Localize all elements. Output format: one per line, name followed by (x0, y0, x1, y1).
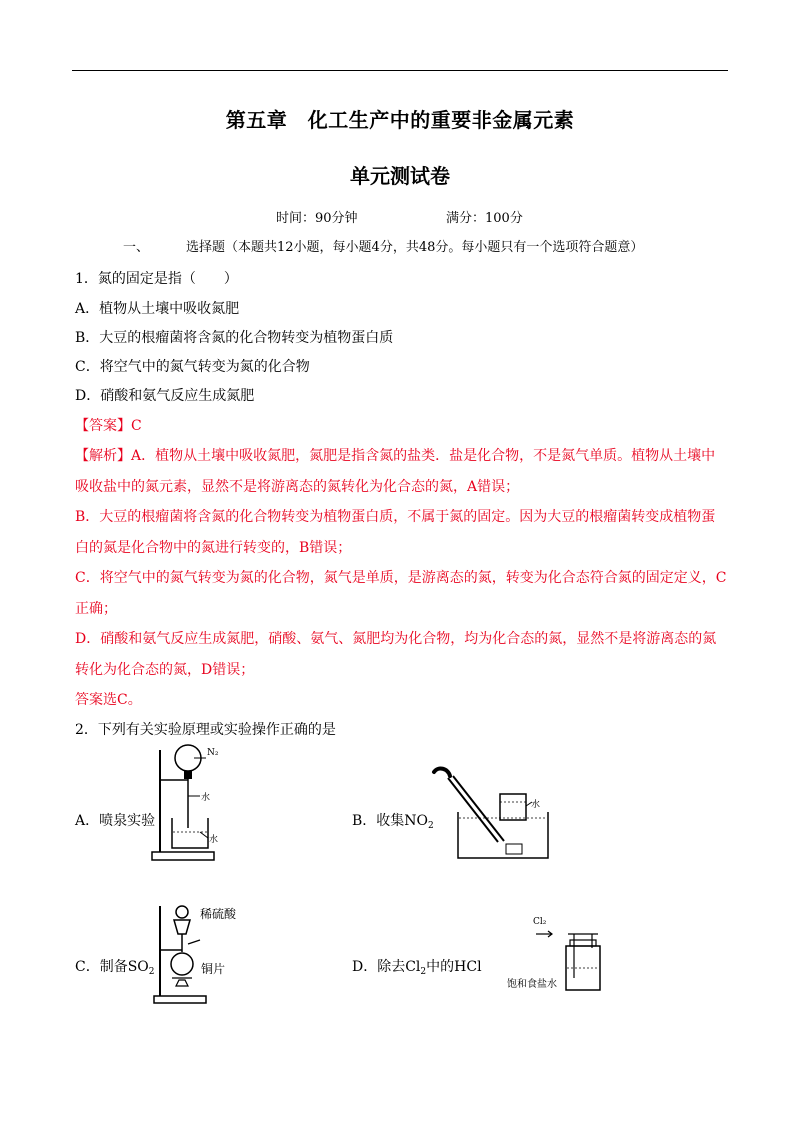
q1-option-b: B．大豆的根瘤菌将含氮的化合物转变为植物蛋白质 (75, 330, 394, 346)
q1-analysis-line: 答案选C。 (75, 692, 142, 708)
cl2-label: Cl₂ (533, 917, 547, 927)
q1-analysis-line: D．硝酸和氨气反应生成氮肥，硝酸、氨气、氮肥均为化合物，均为化合态的氮，显然不是将游离态的氮 (75, 631, 717, 647)
q1-analysis-line: C．将空气中的氮气转变为氮的化合物，氮气是单质，是游离态的氮，转变为化合态符合氮的固定定义，C (75, 570, 727, 586)
copper-label: 铜片 (201, 962, 226, 976)
page-subtitle: 单元测试卷 (350, 164, 450, 188)
q1-analysis-line: B．大豆的根瘤菌将含氮的化合物转变为植物蛋白质，不属于氮的固定。因为大豆的根瘤菌转变成植物蛋 (75, 509, 716, 525)
header-rule (72, 70, 728, 71)
section-heading: 选择题（本题共12小题，每小题4分，共48分。每小题只有一个选项符合题意） (186, 240, 644, 255)
section-number: 一、 (123, 240, 150, 255)
q1-option-d: D．硝酸和氨气反应生成氮肥 (75, 388, 255, 404)
q1-answer: 【答案】C (75, 418, 142, 434)
exam-score: 满分：100分 (446, 211, 523, 226)
q1-analysis-line: 吸收盐中的氮元素，显然不是将游离态的氮转化为化合态的氮，A错误； (75, 479, 520, 495)
q2-option-c: C．制备$SO_2$ (75, 959, 155, 977)
q2-stem: 2．下列有关实验原理或实验操作正确的是 (75, 722, 336, 738)
exam-time: 时间：90分钟 (276, 211, 358, 226)
q2-option-d: D．除去$Cl_2$中的HCl (352, 959, 482, 977)
q2-option-a: A．喷泉实验 (75, 813, 156, 829)
q1-analysis-line: 白的氮是化合物中的氮进行转变的，B错误； (75, 540, 352, 556)
q1-option-c: C．将空气中的氮气转变为氮的化合物 (75, 359, 310, 375)
q1-analysis-line: 正确； (75, 601, 117, 617)
saturated-brine-label: 饱和食盐水 (507, 979, 557, 990)
water-label: 水 (209, 835, 219, 845)
gas-collection-figure (428, 762, 553, 862)
q1-stem: 1．氮的固定是指（ ） (75, 271, 238, 287)
q1-analysis-line: 【解析】A．植物从土壤中吸收氮肥，氮肥是指含氮的盐类．盐是化合物，不是氮气单质。植物从土壤中 (75, 448, 716, 464)
dilute-sulfuric-acid-label: 稀硫酸 (200, 907, 237, 921)
n2-label: N₂ (207, 748, 219, 758)
q1-option-a: A．植物从土壤中吸收氮肥 (75, 301, 240, 317)
water-label: 水 (531, 800, 541, 810)
water-label: 水 (201, 793, 211, 803)
q1-analysis-line: 转化为化合态的氮，D错误； (75, 662, 255, 678)
page-title: 第五章 化工生产中的重要非金属元素 (225, 108, 575, 132)
q2-option-b: B．收集$NO_2$ (352, 813, 434, 831)
fountain-apparatus-figure (148, 740, 228, 865)
